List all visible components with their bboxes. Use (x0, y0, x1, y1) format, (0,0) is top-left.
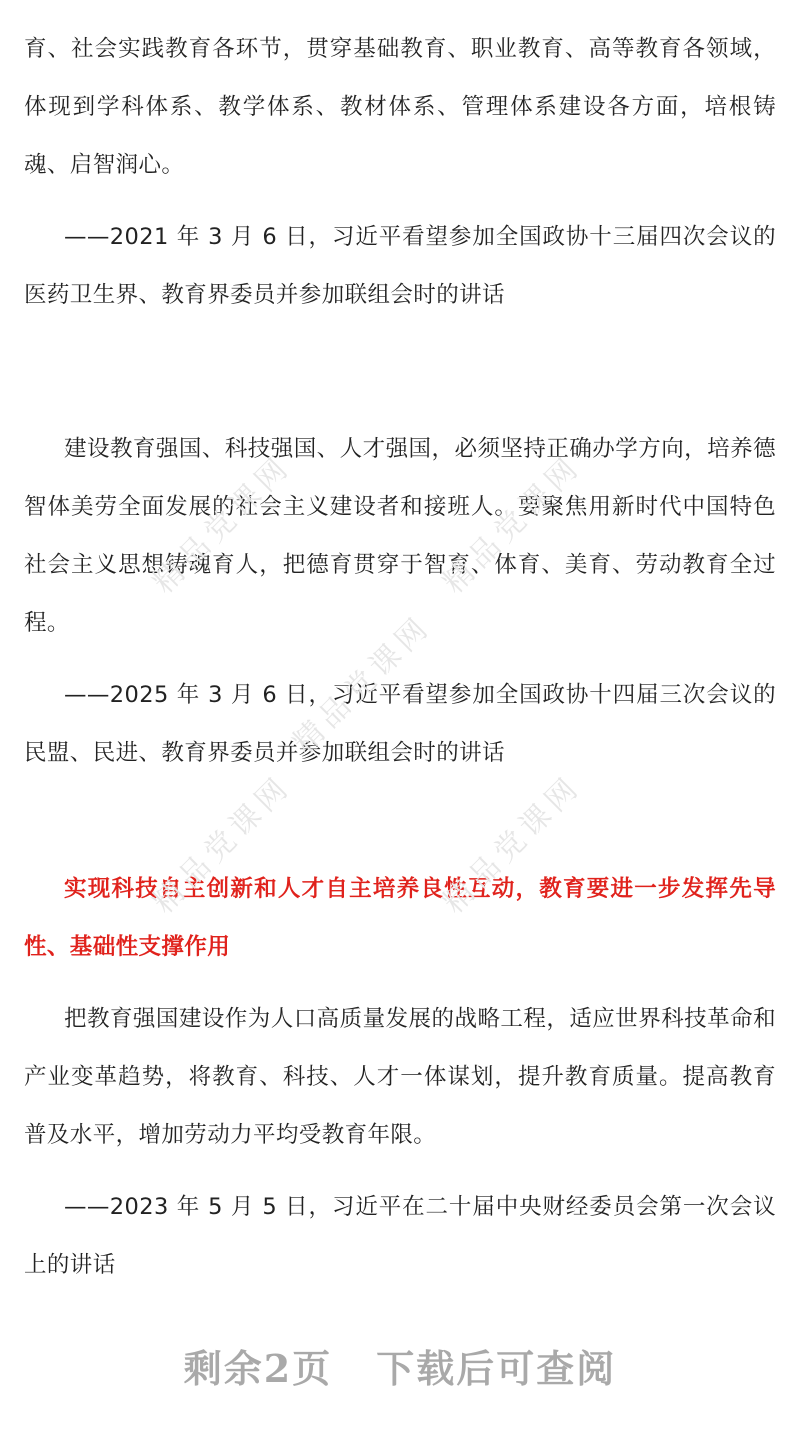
download-to-view-label: 下载后可查阅 (376, 1346, 617, 1391)
remaining-pages-label: 剩余2页 (183, 1346, 333, 1391)
section-heading: 实现科技自主创新和人才自主培养良性互动，教育要进一步发挥先导性、基础性支撑作用 (24, 876, 776, 960)
download-prompt[interactable] (0, 1338, 800, 1393)
body-paragraph: 建设教育强国、科技强国、人才强国，必须坚持正确办学方向，培养德智体美劳全面发展的社会主义建设者和接班人。要聚焦用新时代中国特色社会主义思想铸魂育人，把德育贯穿于智育、体育、美育、劳动教育全过程。 (24, 436, 776, 636)
watermark: 精品党课网 (436, 448, 589, 601)
watermark: 精品党课网 (146, 768, 299, 921)
body-paragraph: 把教育强国建设作为人口高质量发展的战略工程，适应世界科技革命和产业变革趋势，将教育、科技、人才一体谋划，提升教育质量。提高教育普及水平，增加劳动力平均受教育年限。 (24, 1006, 776, 1148)
body-paragraph: 育、社会实践教育各环节，贯穿基础教育、职业教育、高等教育各领域，体现到学科体系、教学体系、教材体系、管理体系建设各方面，培根铸魂、启智润心。 (24, 36, 776, 178)
citation-paragraph: ——2025 年 3 月 6 日，习近平看望参加全国政协十四届三次会议的民盟、民进、教育界委员并参加联组会时的讲话 (24, 682, 776, 766)
citation-paragraph: ——2023 年 5 月 5 日，习近平在二十届中央财经委员会第一次会议上的讲话 (24, 1194, 776, 1278)
watermark: 精品党课网 (286, 608, 439, 761)
watermark: 精品党课网 (436, 768, 589, 921)
watermark: 精品党课网 (146, 448, 299, 601)
citation-paragraph: ——2021 年 3 月 6 日，习近平看望参加全国政协十三届四次会议的医药卫生界、教育界委员并参加联组会时的讲话 (24, 224, 776, 308)
